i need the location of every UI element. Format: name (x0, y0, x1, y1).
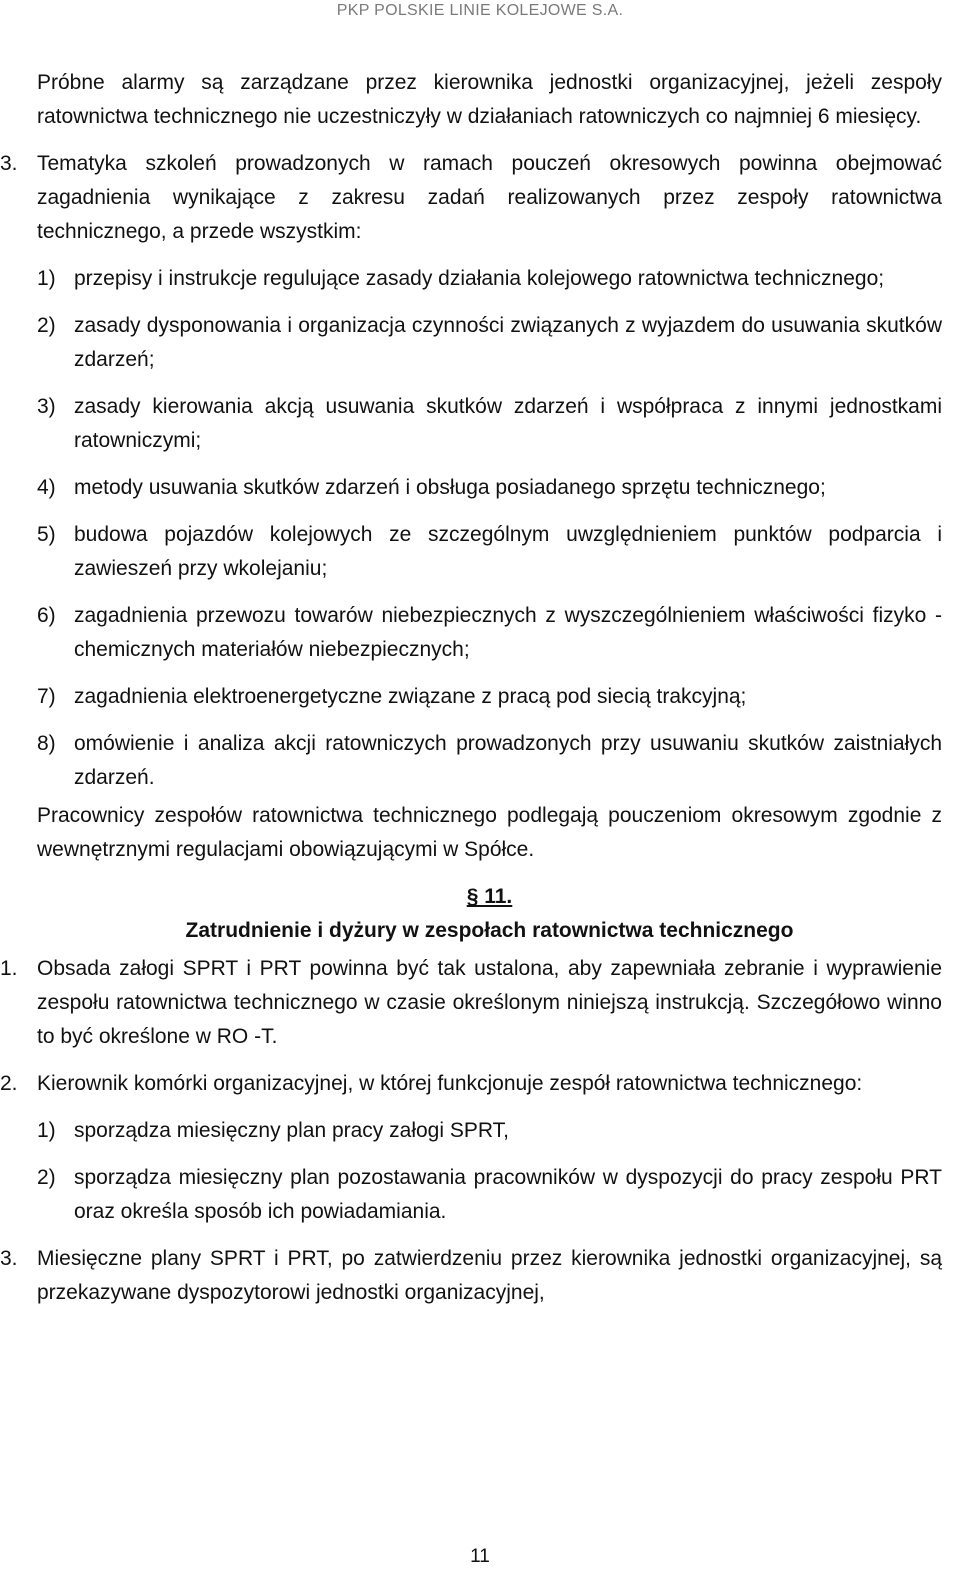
section-point-2 (0, 1067, 942, 1101)
item-text: metody usuwania skutków zdarzeń i obsługa posiadanego sprzętu technicznego; (74, 476, 826, 499)
list-item (37, 1161, 942, 1229)
point-text: Obsada załogi SPRT i PRT powinna być tak ustalona, aby zapewniała zebranie i wyprawienie zespołu ratownictwa technicznego w czasie określonym niniejszą instrukcją. Szczegółowo winno to być określone w RO -T. (37, 957, 942, 1048)
point-number: 2. (0, 1072, 18, 1095)
item-text: zagadnienia elektroenergetyczne związane z pracą pod siecią trakcyjną; (74, 685, 747, 708)
item-text: zagadnienia przewozu towarów niebezpiecznych z wyszczególnieniem właściwości fizyko - chemicznych materiałów niebezpiecznych; (74, 604, 942, 661)
list-item-point-3 (0, 147, 942, 249)
item-text: przepisy i instrukcje regulujące zasady działania kolejowego ratownictwa technicznego; (74, 267, 885, 290)
list-item (37, 471, 942, 505)
item-text: sporządza miesięczny plan pracy załogi SPRT, (74, 1119, 509, 1142)
item-text: omówienie i analiza akcji ratowniczych prowadzonych przy usuwaniu skutków zaistniałych zdarzeń. (74, 732, 942, 789)
point-text: Miesięczne plany SPRT i PRT, po zatwierdzeniu przez kierownika jednostki organizacyjnej, są przekazywane dyspozytorowi jednostki organizacyjnej, (37, 1247, 942, 1304)
section-point-3 (0, 1242, 942, 1310)
item-text: sporządza miesięczny plan pozostawania pracowników w dyspozycji do pracy zespołu PRT oraz określa sposób ich powiadamiania. (74, 1166, 942, 1223)
page-number: 11 (470, 1546, 490, 1567)
item-number: 7) (37, 685, 56, 708)
section-number: § 11. (466, 885, 513, 908)
list-item (37, 518, 942, 586)
list-item (37, 309, 942, 377)
document-header: PKP POLSKIE LINIE KOLEJOWE S.A. (336, 2, 624, 19)
section-title: Zatrudnienie i dyżury w zespołach ratownictwa technicznego (185, 919, 794, 942)
list-item (37, 1114, 942, 1148)
section-point-1 (0, 952, 942, 1054)
list-item (37, 599, 942, 667)
list-item (37, 390, 942, 458)
point-number: 3. (0, 1247, 18, 1270)
item-number: 5) (37, 523, 56, 546)
closing-paragraph: Pracownicy zespołów ratownictwa technicznego podlegają pouczeniom okresowym zgodnie z wewnętrznymi regulacjami obowiązującymi w Spółce. (37, 804, 942, 861)
item-number: 6) (37, 604, 56, 627)
point-number: 1. (0, 957, 18, 980)
item-text: zasady kierowania akcją usuwania skutków zdarzeń i współpraca z innymi jednostkami ratowniczymi; (74, 395, 942, 452)
item-number: 1) (37, 267, 56, 290)
item-number: 1) (37, 1119, 56, 1142)
point-text: Kierownik komórki organizacyjnej, w której funkcjonuje zespół ratownictwa technicznego: (37, 1072, 863, 1095)
document-body (0, 66, 942, 1323)
intro-paragraph: Próbne alarmy są zarządzane przez kierownika jednostki organizacyjnej, jeżeli zespoły ratownictwa technicznego nie uczestniczyły w działaniach ratowniczych co najmniej 6 miesięcy. (37, 71, 942, 128)
item-number: 4) (37, 476, 56, 499)
list-item (37, 727, 942, 795)
item-number: 2) (37, 314, 56, 337)
item-text: budowa pojazdów kolejowych ze szczególnym uwzględnieniem punktów podparcia i zawieszeń przy wkolejaniu; (74, 523, 942, 580)
list-item (37, 262, 942, 296)
item-text: zasady dysponowania i organizacja czynności związanych z wyjazdem do usuwania skutków zdarzeń; (74, 314, 942, 371)
item-number: 2) (37, 1166, 56, 1189)
item-number: 8) (37, 732, 56, 755)
point-text: Tematyka szkoleń prowadzonych w ramach pouczeń okresowych powinna obejmować zagadnienia wynikające z zakresu zadań realizowanych przez zespoły ratownictwa technicznego, a przede wszystkim: (37, 152, 942, 243)
item-number: 3) (37, 395, 56, 418)
point-number: 3. (0, 152, 18, 175)
list-item (37, 680, 942, 714)
